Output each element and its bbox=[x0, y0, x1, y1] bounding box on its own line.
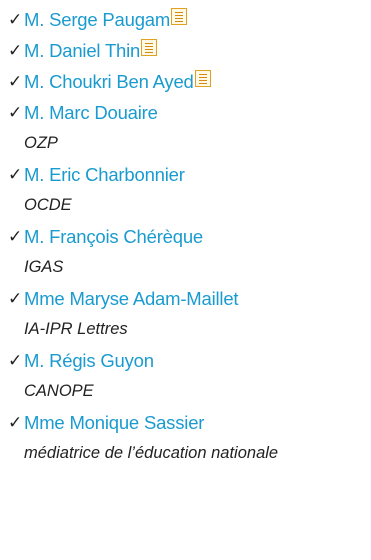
person-name-link[interactable]: M. Marc Douaire bbox=[24, 101, 158, 123]
list-item bbox=[8, 283, 368, 345]
participants-list bbox=[8, 4, 368, 469]
list-item bbox=[8, 159, 368, 221]
person-name-link[interactable]: M. Eric Charbonnier bbox=[24, 163, 185, 185]
person-name-link[interactable]: Mme Monique Sassier bbox=[24, 411, 205, 433]
person-organization: CANOPE bbox=[24, 382, 94, 400]
person-organization: OZP bbox=[24, 134, 58, 152]
checkmark-icon: ✓ bbox=[8, 40, 23, 61]
list-item bbox=[8, 66, 368, 97]
person-name-link[interactable]: M. Choukri Ben Ayed bbox=[24, 70, 194, 92]
person-organization: IGAS bbox=[24, 258, 64, 276]
document-icon[interactable] bbox=[141, 39, 157, 56]
checkmark-icon: ✓ bbox=[8, 412, 23, 433]
checkmark-icon: ✓ bbox=[8, 164, 23, 185]
person-name-link[interactable]: M. Serge Paugam bbox=[24, 8, 171, 30]
checkmark-icon: ✓ bbox=[8, 102, 23, 123]
list-item bbox=[8, 221, 368, 283]
list-item bbox=[8, 407, 368, 469]
person-organization: IA-IPR Lettres bbox=[24, 320, 128, 338]
person-organization: OCDE bbox=[24, 196, 72, 214]
person-name-link[interactable]: M. François Chérèque bbox=[24, 225, 204, 247]
list-item bbox=[8, 35, 368, 66]
list-item bbox=[8, 97, 368, 159]
list-item bbox=[8, 4, 368, 35]
list-item bbox=[8, 345, 368, 407]
checkmark-icon: ✓ bbox=[8, 350, 23, 371]
checkmark-icon: ✓ bbox=[8, 288, 23, 309]
document-icon[interactable] bbox=[171, 8, 187, 25]
person-name-link[interactable]: Mme Maryse Adam-Maillet bbox=[24, 287, 239, 309]
checkmark-icon: ✓ bbox=[8, 9, 23, 30]
person-name-link[interactable]: M. Daniel Thin bbox=[24, 39, 141, 61]
person-name-link[interactable]: M. Régis Guyon bbox=[24, 349, 154, 371]
document-icon[interactable] bbox=[195, 70, 211, 87]
checkmark-icon: ✓ bbox=[8, 71, 23, 92]
checkmark-icon: ✓ bbox=[8, 226, 23, 247]
person-organization: médiatrice de l’éducation nationale bbox=[24, 444, 279, 462]
